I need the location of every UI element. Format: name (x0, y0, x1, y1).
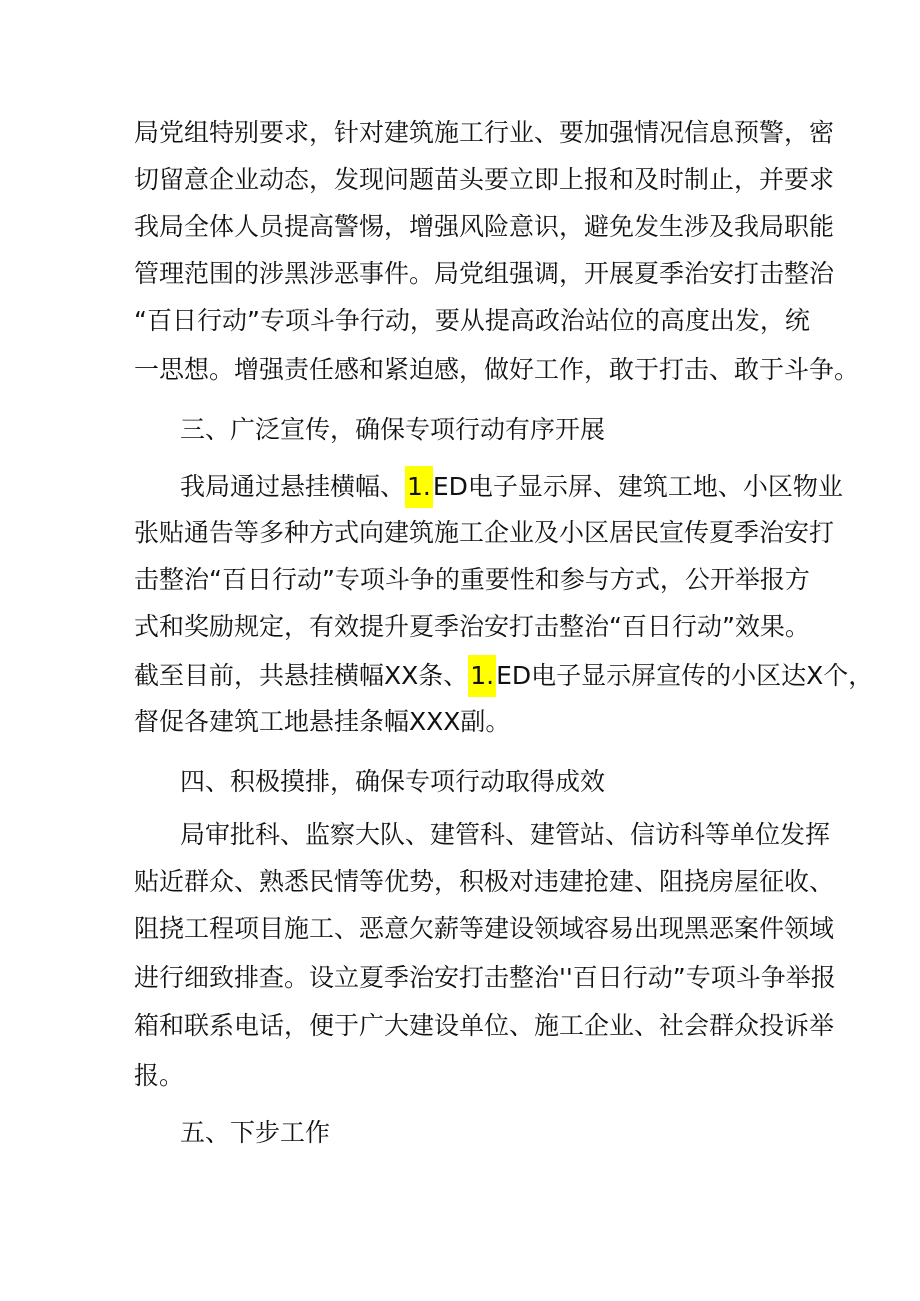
paragraph-line (180, 466, 843, 506)
paragraph-line: 进行细致排查。设立夏季治安打击整治''百日行动”专项斗争举报 (134, 963, 836, 992)
text-run: ED电子显示屏宣传的小区达X个， (496, 661, 874, 690)
paragraph-line: 局党组特别要求，针对建筑施工行业、要加强情况信息预警，密 (134, 118, 835, 147)
paragraph-line: 我局全体人员提高警惕，增强风险意识，避免发生涉及我局职能 (134, 212, 835, 241)
paragraph-line: 督促各建筑工地悬挂条幅XXX副。 (134, 707, 511, 736)
paragraph-line: 式和奖励规定，有效提升夏季治安打击整治“百日行动”效果。 (134, 612, 810, 641)
paragraph-line: 箱和联系电话，便于广大建设单位、施工企业、社会群众投诉举 (134, 1011, 835, 1040)
text-run: 我局通过悬挂横幅、 (180, 472, 406, 501)
paragraph-line: 局审批科、监察大队、建管科、建管站、信访科等单位发挥 (180, 820, 831, 849)
highlighted-text: 1. (405, 466, 433, 508)
text-run: 截至目前，共悬挂横幅XX条、 (134, 661, 469, 690)
paragraph-line: 张贴通告等多种方式向建筑施工企业及小区居民宣传夏季治安打 (134, 518, 835, 547)
paragraph-line: 阻挠工程项目施工、恶意欠薪等建设领域容易出现黑恶案件领域 (134, 914, 835, 943)
section-heading-5: 五、下步工作 (180, 1118, 331, 1147)
paragraph-line: 切留意企业动态，发现问题苗头要立即上报和及时制止，并要求 (134, 165, 835, 194)
paragraph-line: 击整治“百日行动”专项斗争的重要性和参与方式，公开举报方 (134, 565, 810, 594)
section-heading-4: 四、积极摸排，确保专项行动取得成效 (180, 767, 606, 796)
paragraph-line: “百日行动”专项斗争行动，要从提高政治站位的高度出发，统 (134, 306, 810, 335)
section-heading-3: 三、广泛宣传，确保专项行动有序开展 (180, 415, 606, 444)
paragraph-line: 管理范围的涉黑涉恶事件。局党组强调，开展夏季治安打击整治 (134, 259, 835, 288)
paragraph-line: 贴近群众、熟悉民情等优势，积极对违建抢建、阻挠房屋征收、 (134, 867, 835, 896)
paragraph-line (134, 655, 873, 695)
highlighted-text: 1. (468, 655, 496, 697)
paragraph-line: 一思想。增强责任感和紧迫感，做好工作，敢于打击、敢于斗争。 (134, 355, 860, 384)
text-run: ED电子显示屏、建筑工地、小区物业 (432, 472, 843, 501)
paragraph-line: 报。 (134, 1061, 185, 1090)
